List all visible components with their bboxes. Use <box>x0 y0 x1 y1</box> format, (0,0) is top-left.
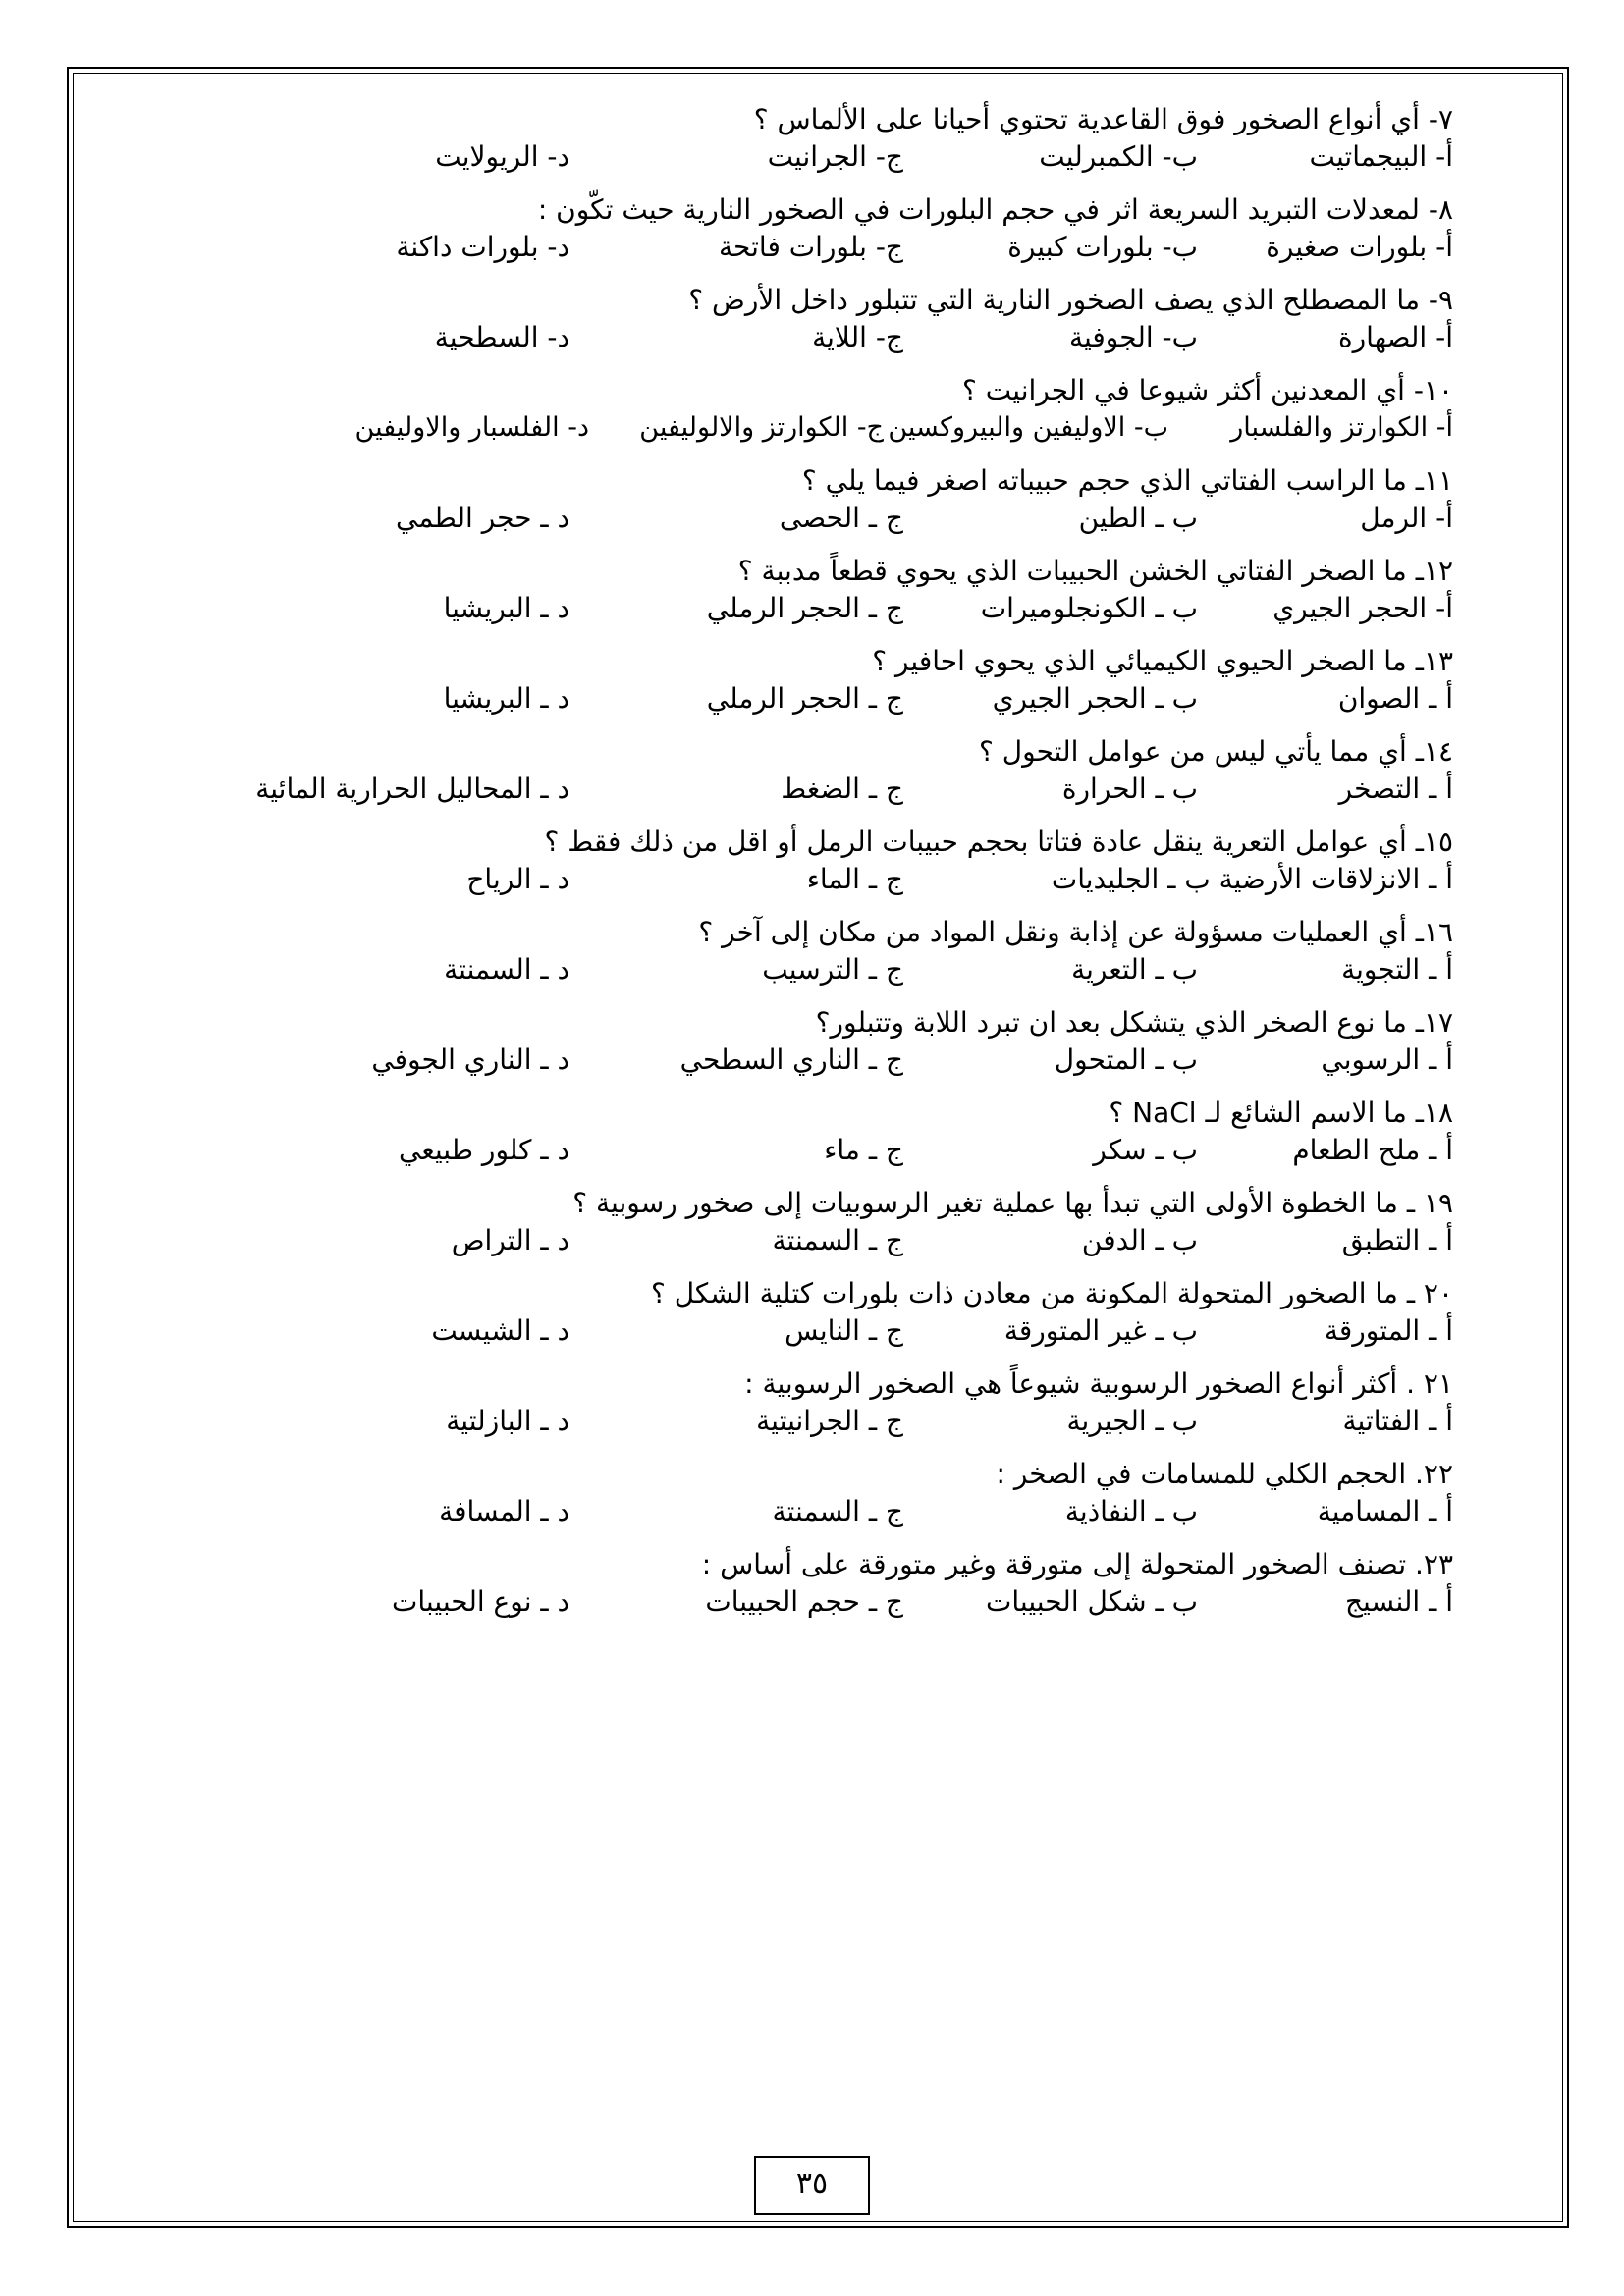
answer-option-b[interactable]: ب ـ غير المتورقة <box>1003 1314 1198 1347</box>
answer-options <box>118 1494 1453 1533</box>
question-stem: ١٢ـ ما الصخر الفتاتي الخشن الحبيبات الذي يحوي قطعاً مدببة ؟ <box>737 555 1453 587</box>
answer-option-b[interactable]: ب ـ سكر <box>1093 1134 1198 1166</box>
question-stem: ١٦ـ أي العمليات مسؤولة عن إذابة ونقل المواد من مكان إلى آخر ؟ <box>698 916 1453 948</box>
answer-option-c[interactable]: ج ـ الماء <box>806 863 903 895</box>
answer-option-c[interactable]: ج ـ السمنتة <box>772 1224 903 1256</box>
answer-option-b[interactable]: ب ـ المتحول <box>1054 1043 1198 1076</box>
answer-option-b[interactable]: ب ـ الجيرية <box>1066 1405 1198 1437</box>
question-15 <box>118 821 1453 911</box>
answer-option-a[interactable]: أ ـ المتورقة <box>1324 1314 1453 1347</box>
question-stem: ١١ـ ما الراسب الفتاتي الذي حجم حبيباته اصغر فيما يلي ؟ <box>801 464 1453 497</box>
questions-list <box>118 98 1453 1633</box>
answer-option-b[interactable]: ب ـ الطين <box>1078 502 1198 534</box>
answer-option-a[interactable]: أ- البيجماتيت <box>1309 140 1453 173</box>
answer-option-c[interactable]: ج- الجرانيت <box>767 140 903 173</box>
answer-option-a[interactable]: أ- الكوارتز والفلسبار <box>1230 412 1453 443</box>
answer-option-a[interactable]: أ- الرمل <box>1360 502 1453 534</box>
answer-options <box>118 139 1453 179</box>
answer-option-d[interactable]: د ـ الناري الجوفي <box>371 1043 569 1076</box>
answer-option-c[interactable]: ج ـ الحجر الرملي <box>706 682 903 715</box>
answer-option-b[interactable]: ب- الاوليفين والبيروكسين <box>888 412 1168 443</box>
answer-option-b[interactable]: ب- الجوفية <box>1068 321 1198 353</box>
question-23 <box>118 1543 1453 1633</box>
answer-option-a[interactable]: أ ـ التصخر <box>1338 773 1453 805</box>
answer-options <box>118 230 1453 269</box>
answer-options <box>118 952 1453 991</box>
answer-option-c[interactable]: ج ـ ماء <box>824 1134 903 1166</box>
answer-option-a[interactable]: أ ـ التجوية <box>1341 953 1453 986</box>
answer-options <box>118 501 1453 540</box>
answer-option-b[interactable]: ب ـ الحرارة <box>1061 773 1198 805</box>
answer-option-c[interactable]: ج ـ الجرانيتية <box>756 1405 903 1437</box>
answer-option-b[interactable]: ب ـ النفاذية <box>1064 1495 1198 1527</box>
answer-option-c[interactable]: ج ـ الناري السطحي <box>679 1043 903 1076</box>
answer-option-c[interactable]: ج ـ الحصى <box>779 502 903 534</box>
answer-options <box>118 1133 1453 1172</box>
answer-option-b[interactable]: ب ـ الكونجلوميرات <box>980 592 1198 624</box>
answer-option-c[interactable]: ج ـ الترسيب <box>762 953 903 986</box>
question-9 <box>118 279 1453 369</box>
question-14 <box>118 730 1453 821</box>
question-22 <box>118 1453 1453 1543</box>
question-stem: ١٠- أي المعدنين أكثر شيوعا في الجرانيت ؟ <box>962 374 1453 406</box>
answer-option-b[interactable]: ب ـ شكل الحبيبات <box>985 1585 1198 1618</box>
answer-option-c[interactable]: ج ـ السمنتة <box>772 1495 903 1527</box>
answer-option-b[interactable]: ب ـ الحجر الجيري <box>992 682 1198 715</box>
answer-option-a[interactable]: أ- بلورات صغيرة <box>1266 231 1453 263</box>
question-stem: ١٣ـ ما الصخر الحيوي الكيميائي الذي يحوي احافير ؟ <box>872 645 1453 677</box>
question-18 <box>118 1092 1453 1182</box>
question-13 <box>118 640 1453 730</box>
answer-option-d[interactable]: د ـ السمنتة <box>444 953 569 986</box>
answer-option-c[interactable]: ج- الكوارتز والالوليفين <box>639 412 884 443</box>
question-stem: ٢٠ ـ ما الصخور المتحولة المكونة من معادن ذات بلورات كتلية الشكل ؟ <box>650 1277 1453 1309</box>
page-number: ٣٥ <box>754 2156 870 2215</box>
question-19 <box>118 1182 1453 1272</box>
answer-option-b[interactable]: ب- بلورات كبيرة <box>1007 231 1198 263</box>
answer-options <box>118 862 1453 901</box>
answer-option-a[interactable]: أ- الحجر الجيري <box>1272 592 1453 624</box>
answer-option-a[interactable]: أ ـ الصوان <box>1337 682 1453 715</box>
answer-options <box>118 681 1453 721</box>
answer-option-a[interactable]: أ ـ النسيج <box>1344 1585 1453 1618</box>
question-stem: ٧- أي أنواع الصخور فوق القاعدية تحتوي أحيانا على الألماس ؟ <box>753 103 1453 135</box>
answer-option-d[interactable]: د ـ نوع الحبيبات <box>392 1585 569 1618</box>
question-21 <box>118 1362 1453 1453</box>
answer-option-d[interactable]: د ـ المحاليل الحرارية المائية <box>255 773 569 805</box>
answer-options <box>118 1223 1453 1262</box>
answer-option-a[interactable]: أ- الصهارة <box>1337 321 1453 353</box>
question-10 <box>118 369 1453 459</box>
answer-option-c[interactable]: ج ـ حجم الحبيبات <box>705 1585 903 1618</box>
answer-options <box>118 410 1453 450</box>
question-stem: ٢١ . أكثر أنواع الصخور الرسوبية شيوعاً هي الصخور الرسوبية : <box>744 1367 1453 1400</box>
answer-option-a[interactable]: أ ـ المسامية <box>1317 1495 1453 1527</box>
answer-options <box>118 772 1453 811</box>
answer-option-c[interactable]: ج ـ النايس <box>785 1314 903 1347</box>
answer-option-a[interactable]: أ ـ التطبق <box>1341 1224 1453 1256</box>
answer-option-c[interactable]: ج- بلورات فاتحة <box>719 231 903 263</box>
question-stem: ١٤ـ أي مما يأتي ليس من عوامل التحول ؟ <box>979 735 1453 768</box>
answer-option-d[interactable]: د- الفلسبار والاوليفين <box>354 412 589 443</box>
answer-option-b[interactable]: ب ـ التعرية <box>1071 953 1198 986</box>
question-stem: ٩- ما المصطلح الذي يصف الصخور النارية التي تتبلور داخل الأرض ؟ <box>688 284 1453 316</box>
question-11 <box>118 459 1453 550</box>
question-stem: ٢٢. الحجم الكلي للمسامات في الصخر : <box>996 1458 1453 1490</box>
question-stem: ١٩ ـ ما الخطوة الأولى التي تبدأ بها عملية تغير الرسوبيات إلى صخور رسوبية ؟ <box>572 1187 1453 1219</box>
answer-option-d[interactable]: د- الريولايت <box>435 140 569 173</box>
answer-option-c[interactable]: ج ـ الضغط <box>781 773 903 805</box>
answer-option-d[interactable]: د ـ البريشيا <box>443 592 569 624</box>
answer-option-c[interactable]: ج- اللاية <box>812 321 903 353</box>
answer-option-d[interactable]: د- السطحية <box>434 321 569 353</box>
question-stem: ١٥ـ أي عوامل التعرية ينقل عادة فتاتا بحجم حبيبات الرمل أو اقل من ذلك فقط ؟ <box>544 826 1453 858</box>
answer-options <box>118 1313 1453 1353</box>
question-16 <box>118 911 1453 1001</box>
answer-option-a[interactable]: أ ـ الانزلاقات الأرضية ب ـ الجليديات <box>1051 863 1453 895</box>
answer-options <box>118 1584 1453 1624</box>
answer-options <box>118 591 1453 630</box>
answer-options <box>118 320 1453 359</box>
answer-option-d[interactable]: د ـ التراص <box>451 1224 569 1256</box>
answer-option-d[interactable]: د ـ الرياح <box>466 863 569 895</box>
question-7 <box>118 98 1453 188</box>
answer-option-d[interactable]: د ـ حجر الطمي <box>395 502 569 534</box>
answer-option-b[interactable]: ب- الكمبرليت <box>1039 140 1198 173</box>
answer-option-d[interactable]: د ـ المسافة <box>439 1495 569 1527</box>
answer-option-c[interactable]: ج ـ الحجر الرملي <box>706 592 903 624</box>
question-stem: ١٧ـ ما نوع الصخر الذي يتشكل بعد ان تبرد اللابة وتتبلور؟ <box>815 1006 1453 1039</box>
answer-option-b[interactable]: ب ـ الدفن <box>1081 1224 1198 1256</box>
answer-options <box>118 1042 1453 1082</box>
question-stem: ٢٣. تصنف الصخور المتحولة إلى متورقة وغير متورقة على أساس : <box>701 1548 1453 1580</box>
question-12 <box>118 550 1453 640</box>
answer-option-a[interactable]: أ ـ ملح الطعام <box>1292 1134 1453 1166</box>
question-20 <box>118 1272 1453 1362</box>
question-17 <box>118 1001 1453 1092</box>
question-stem: ٨- لمعدلات التبريد السريعة اثر في حجم البلورات في الصخور النارية حيث تكّون : <box>537 193 1453 226</box>
question-stem: ١٨ـ ما الاسم الشائع لـ NaCl ؟ <box>1109 1096 1453 1129</box>
answer-option-a[interactable]: أ ـ الرسوبي <box>1321 1043 1453 1076</box>
answer-option-d[interactable]: د ـ كلور طبيعي <box>399 1134 569 1166</box>
answer-option-d[interactable]: د- بلورات داكنة <box>396 231 569 263</box>
answer-option-d[interactable]: د ـ الشيست <box>431 1314 569 1347</box>
answer-option-d[interactable]: د ـ البازلتية <box>446 1405 569 1437</box>
question-8 <box>118 188 1453 279</box>
answer-option-d[interactable]: د ـ البريشيا <box>443 682 569 715</box>
answer-options <box>118 1404 1453 1443</box>
answer-option-a[interactable]: أ ـ الفتاتية <box>1342 1405 1453 1437</box>
